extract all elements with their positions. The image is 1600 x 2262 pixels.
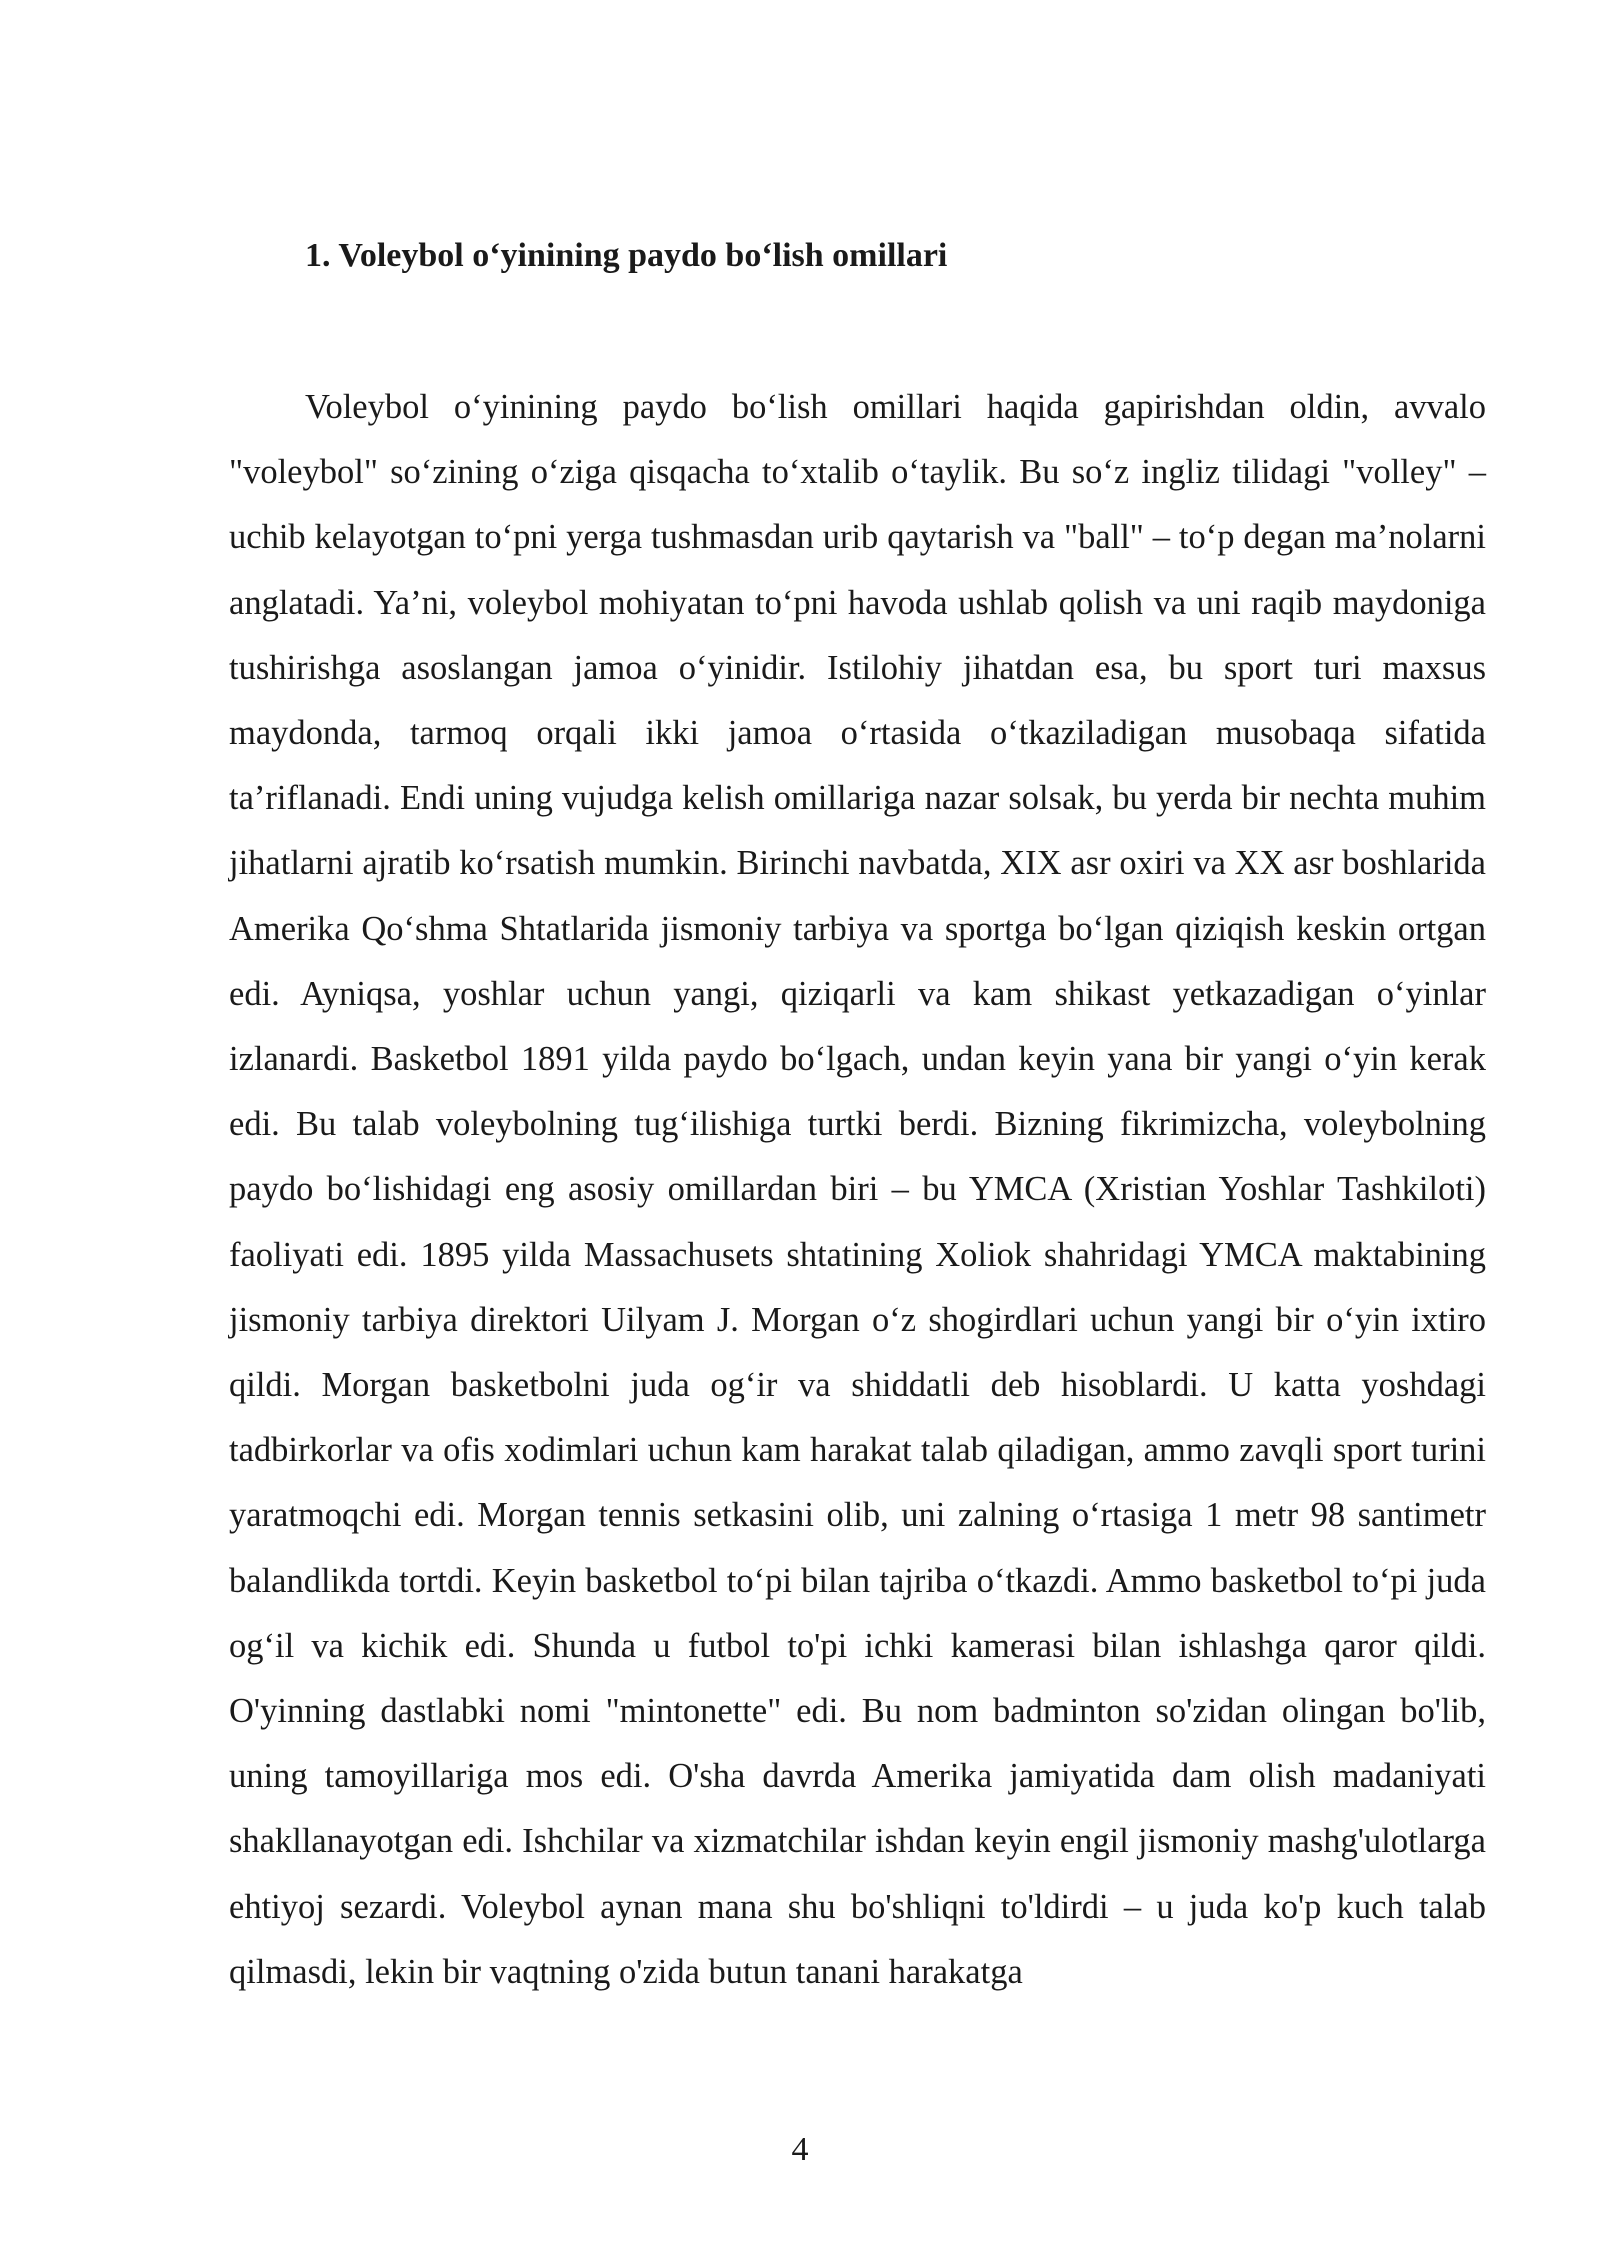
body-paragraph: Voleybol o‘yinining paydo bo‘lish omillari haqida gapirishdan oldin, avvalo "voleybol" so‘zining o‘ziga qisqacha to‘xtalib o‘taylik. Bu so‘z ingliz tilidagi "volley" – uchib kelayotgan to‘pni yerga tushmasdan urib qaytarish va "ball" – to‘p degan ma’nolarni anglatadi. Ya’ni, voleybol mohiyatan to‘pni havoda ushlab qolish va uni raqib maydoniga tushirishga asoslangan jamoa o‘yinidir. Istilohiy jihatdan esa, bu sport turi maxsus maydonda, tarmoq orqali ikki jamoa o‘rtasida o‘tkaziladigan musobaqa sifatida ta’riflanadi. Endi uning vujudga kelish omillariga nazar solsak, bu yerda bir nechta muhim jihatlarni ajratib ko‘rsatish mumkin. Birinchi navbatda, XIX asr oxiri va XX asr boshlarida Amerika Qo‘shma Shtatlarida jismoniy tarbiya va sportga bo‘lgan qiziqish keskin ortgan edi. Ayniqsa, yoshlar uchun yangi, qiziqarli va kam shikast yetkazadigan o‘yinlar izlanardi. Basketbol 1891 yilda paydo bo‘lgach, undan keyin yana bir yangi o‘yin kerak edi. Bu talab voleybolning tug‘ilishiga turtki berdi. Bizning fikrimizcha, voleybolning paydo bo‘lishidagi eng asosiy omillardan biri – bu YMCA (Xristian Yoshlar Tashkiloti) faoliyati edi. 1895 yilda Massachusets shtatining Xoliok shahridagi YMCA maktabining jismoniy tarbiya direktori Uilyam J. Morgan o‘z shogirdlari uchun yangi bir o‘yin ixtiro qildi. Morgan basketbolni juda og‘ir va shiddatli deb hisoblardi. U katta yoshdagi tadbirkorlar va ofis xodimlari uchun kam harakat talab qiladigan, ammo zavqli sport turini yaratmoqchi edi. Morgan tennis setkasini olib, uni zalning o‘rtasiga 1 metr 98 santimetr balandlikda tortdi. Keyin basketbol to‘pi bilan tajriba o‘tkazdi. Ammo basketbol to‘pi juda og‘il va kichik edi. Shunda u futbol to'pi ichki kamerasi bilan ishlashga qaror qildi. O'yinning dastlabki nomi "mintonette" edi. Bu nom badminton so'zidan olingan bo'lib, uning tamoyillariga mos edi. O'sha davrda Amerika jamiyatida dam olish madaniyati shakllanayotgan edi. Ishchilar va xizmatchilar ishdan keyin engil jismoniy mashg'ulotlarga ehtiyoj sezardi. Voleybol aynan mana shu bo'shliqni to'ldirdi – u juda ko'p kuch talab qilmasdi, lekin bir vaqtning o'zida butun tanani harakatga	[229, 388, 1486, 1991]
page-number: 4	[791, 2131, 809, 2168]
section-heading: 1. Voleybol o‘yinining paydo bo‘lish omillari	[305, 237, 948, 274]
